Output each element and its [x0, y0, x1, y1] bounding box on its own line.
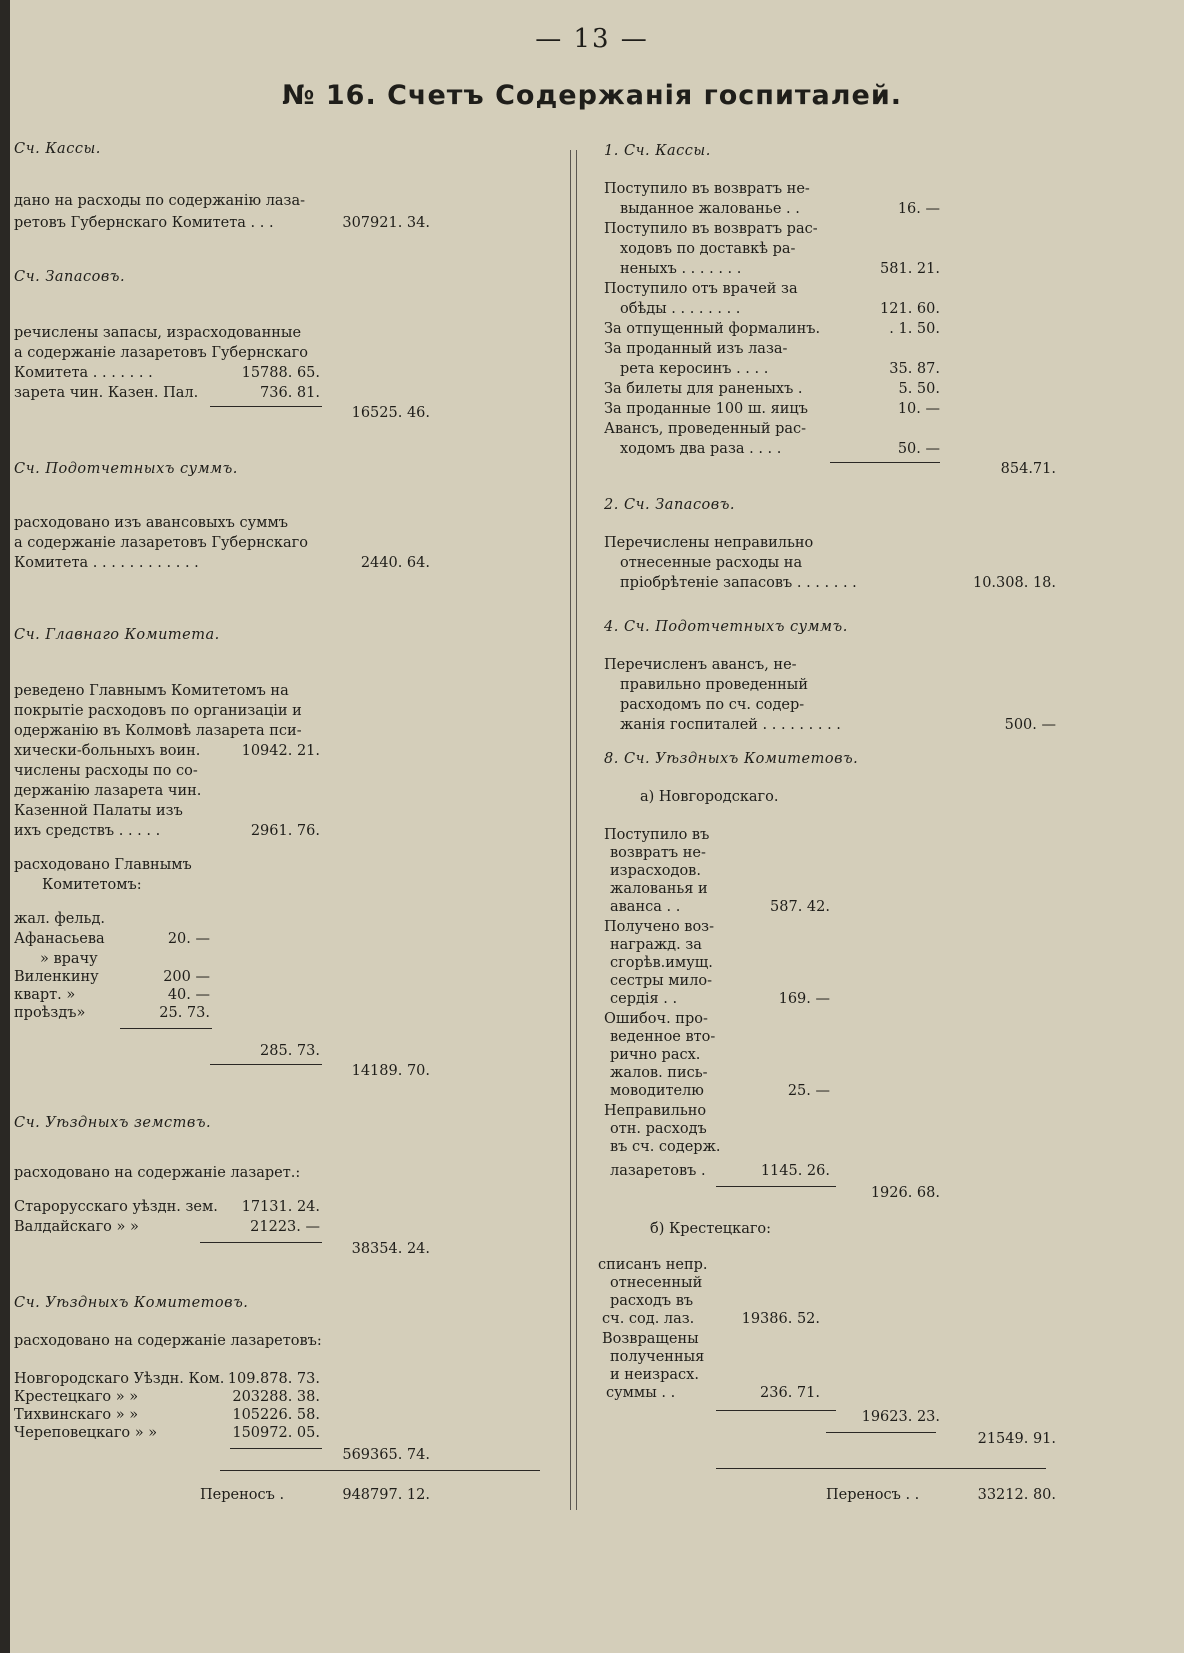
text-line: ихъ средствъ . . . . . — [14, 823, 161, 839]
text-line: хически-больныхъ воин. — [14, 743, 201, 759]
text-line: расходовано Главнымъ — [14, 857, 192, 873]
text-line: суммы . . — [606, 1385, 676, 1401]
text-line: веденное вто- — [610, 1029, 716, 1045]
text-line: ходомъ два раза . . . . — [620, 441, 782, 457]
amount: 200 — — [163, 969, 210, 985]
section-heading: Сч. Уѣздныхъ земствъ. — [14, 1115, 212, 1131]
subtotal-rule — [830, 462, 940, 463]
page-title: № 16. Счетъ Содержанія госпиталей. — [281, 80, 903, 111]
amount: 121. 60. — [880, 301, 940, 317]
text-line: рета керосинъ . . . . — [620, 361, 769, 377]
text-line: жалов. пись- — [610, 1065, 708, 1081]
carry-forward-amount: 33212. 80. — [977, 1487, 1056, 1503]
subtotal-rule — [716, 1410, 836, 1411]
text-line: Получено воз- — [604, 919, 714, 935]
amount: 105226. 58. — [232, 1407, 320, 1423]
text-line: возвратъ не- — [610, 845, 706, 861]
text-line: речислены запасы, израсходованные — [14, 325, 302, 341]
text-line: рично расх. — [610, 1047, 701, 1063]
text-line: Перечислены неправильно — [604, 535, 814, 551]
subtotal-amount: 285. 73. — [260, 1043, 320, 1059]
amount: 16. — — [897, 201, 940, 217]
text-line: расходовано на содержаніе лазарет.: — [14, 1165, 301, 1181]
text-line: Комитета . . . . . . . . . . . . — [14, 555, 199, 571]
text-line: За отпущенный формалинъ. — [604, 321, 821, 337]
text-line: Неправильно — [604, 1103, 707, 1119]
text-line: выданное жалованье . . — [620, 201, 800, 217]
text-line: сч. сод. лаз. — [602, 1311, 695, 1327]
section-heading: Сч. Запасовъ. — [14, 269, 126, 285]
text-line: Комитетомъ: — [42, 877, 142, 893]
total-amount: 569365. 74. — [342, 1447, 430, 1463]
text-line: Валдайскаго » » — [14, 1219, 139, 1235]
text-line: награжд. за — [610, 937, 702, 953]
amount: 17131. 24. — [241, 1199, 320, 1215]
text-line: обѣды . . . . . . . . — [620, 301, 741, 317]
text-line: Авансъ, проведенный рас- — [604, 421, 807, 437]
text-line: Старорусскаго уѣздн. зем. — [14, 1199, 218, 1215]
total-amount: 854.71. — [1000, 461, 1056, 477]
amount: 236. 71. — [760, 1385, 820, 1401]
text-line: Череповецкаго » » — [14, 1425, 158, 1441]
amount: 736. 81. — [260, 385, 320, 401]
amount: 1145. 26. — [760, 1163, 830, 1179]
text-line: дано на расходы по содержанію лаза- — [14, 193, 305, 209]
text-line: сестры мило- — [610, 973, 713, 989]
text-line: числены расходы по со- — [14, 763, 198, 779]
text-line: расходомъ по сч. содер- — [620, 697, 805, 713]
text-line: пріобрѣтеніе запасовъ . . . . . . . — [620, 575, 857, 591]
text-line: Возвращены — [602, 1331, 699, 1347]
amount: 19386. 52. — [741, 1311, 820, 1327]
column-divider — [576, 150, 577, 1510]
book-binding-edge — [0, 0, 10, 1653]
text-line: Виленкину — [14, 969, 99, 985]
text-line: жанія госпиталей . . . . . . . . . — [620, 717, 841, 733]
text-line: отнесенный — [610, 1275, 703, 1291]
amount: 35. 87. — [889, 361, 940, 377]
amount: 5. 50. — [898, 381, 940, 397]
text-line: Крестецкаго » » — [14, 1389, 139, 1405]
text-line: Тихвинскаго » » — [14, 1407, 139, 1423]
amount: 109.878. 73. — [227, 1371, 320, 1387]
amount: 500. — — [1004, 717, 1056, 733]
carry-forward-label: Переносъ . . — [826, 1487, 920, 1503]
carry-forward-label: Переносъ . — [200, 1487, 285, 1503]
page-number: — 13 — — [535, 24, 649, 54]
text-line: проѣздъ» — [14, 1005, 86, 1021]
text-line: Перечисленъ авансъ, не- — [604, 657, 797, 673]
text-line: списанъ непр. — [598, 1257, 708, 1273]
amount: 21223. — — [250, 1219, 320, 1235]
text-line: покрытіе расходовъ по организаціи и — [14, 703, 302, 719]
text-line: жал. фельд. — [14, 911, 105, 927]
carry-rule — [716, 1468, 1046, 1469]
text-line: За проданные 100 ш. яицъ — [604, 401, 808, 417]
subtotal-rule — [120, 1028, 212, 1029]
text-line: отн. расходъ — [610, 1121, 707, 1137]
text-line: а содержаніе лазаретовъ Губернскаго — [14, 535, 308, 551]
text-line: Поступило въ возвратъ рас- — [604, 221, 818, 237]
total-amount: 14189. 70. — [351, 1063, 430, 1079]
text-line: Афанасьева — [14, 931, 105, 947]
amount: 25. 73. — [159, 1005, 210, 1021]
section-heading: 1. Сч. Кассы. — [604, 143, 711, 159]
subtotal-amount: 1926. 68. — [870, 1185, 940, 1201]
text-line: Ошибоч. про- — [604, 1011, 708, 1027]
amount: 20. — — [167, 931, 210, 947]
amount: 581. 21. — [880, 261, 940, 277]
text-line: держанію лазарета чин. — [14, 783, 202, 799]
text-line: одержанію въ Колмовѣ лазарета пси- — [14, 723, 302, 739]
text-line: и неизрасх. — [610, 1367, 699, 1383]
subtotal-rule — [716, 1186, 836, 1187]
total-amount: 21549. 91. — [977, 1431, 1056, 1447]
amount: 169. — — [778, 991, 830, 1007]
text-line: лазаретовъ . — [610, 1163, 706, 1179]
amount: 10942. 21. — [241, 743, 320, 759]
section-heading: 8. Сч. Уѣздныхъ Комитетовъ. — [604, 751, 859, 767]
subtotal-rule — [826, 1432, 936, 1433]
text-line: За билеты для раненыхъ . — [604, 381, 803, 397]
text-line: расходовано изъ авансовыхъ суммъ — [14, 515, 288, 531]
text-line: ретовъ Губернскаго Комитета . . . — [14, 215, 274, 231]
text-line: аванса . . — [610, 899, 681, 915]
text-line: ходовъ по доставкѣ ра- — [620, 241, 796, 257]
carry-rule — [220, 1470, 540, 1471]
text-line: » врачу — [40, 951, 98, 967]
amount: 10. — — [897, 401, 940, 417]
subsection-heading: б) Крестецкаго: — [650, 1221, 772, 1237]
column-divider — [570, 150, 571, 1510]
text-line: Поступило въ возвратъ не- — [604, 181, 810, 197]
amount: . 1. 50. — [889, 321, 940, 337]
amount: 10.308. 18. — [972, 575, 1056, 591]
text-line: полученныя — [610, 1349, 705, 1365]
text-line: въ сч. содерж. — [610, 1139, 721, 1155]
amount: 2440. 64. — [360, 555, 430, 571]
text-line: За проданный изъ лаза- — [604, 341, 788, 357]
amount: 2961. 76. — [250, 823, 320, 839]
amount: 307921. 34. — [342, 215, 430, 231]
text-line: сгорѣв.имущ. — [610, 955, 713, 971]
text-line: зарета чин. Казен. Пал. — [14, 385, 199, 401]
amount: 587. 42. — [770, 899, 830, 915]
text-line: расходъ въ — [610, 1293, 694, 1309]
amount: 25. — — [787, 1083, 830, 1099]
text-line: расходовано на содержаніе лазаретовъ: — [14, 1333, 322, 1349]
text-line: моводителю — [610, 1083, 704, 1099]
text-line: а содержаніе лазаретовъ Губернскаго — [14, 345, 308, 361]
section-heading: 2. Сч. Запасовъ. — [604, 497, 736, 513]
text-line: жалованья и — [610, 881, 708, 897]
section-heading: Сч. Подотчетныхъ суммъ. — [14, 461, 238, 477]
text-line: отнесенные расходы на — [620, 555, 803, 571]
text-line: Поступило въ — [604, 827, 710, 843]
section-heading: Сч. Уѣздныхъ Комитетовъ. — [14, 1295, 249, 1311]
amount: 50. — — [897, 441, 940, 457]
amount: 40. — — [167, 987, 210, 1003]
section-heading: 4. Сч. Подотчетныхъ суммъ. — [604, 619, 848, 635]
text-line: Комитета . . . . . . . — [14, 365, 153, 381]
text-line: сердія . . — [610, 991, 678, 1007]
section-heading: Сч. Кассы. — [14, 141, 101, 157]
text-line: реведено Главнымъ Комитетомъ на — [14, 683, 289, 699]
total-amount: 16525. 46. — [351, 405, 430, 421]
text-line: правильно проведенный — [620, 677, 808, 693]
amount: 15788. 65. — [241, 365, 320, 381]
amount: 150972. 05. — [232, 1425, 320, 1441]
carry-forward-amount: 948797. 12. — [342, 1487, 430, 1503]
total-amount: 38354. 24. — [351, 1241, 430, 1257]
text-line: израсходов. — [610, 863, 701, 879]
text-line: Поступило отъ врачей за — [604, 281, 798, 297]
text-line: Новгородскаго Уѣздн. Ком. — [14, 1371, 225, 1387]
text-line: неныхъ . . . . . . . — [620, 261, 742, 277]
subsection-heading: а) Новгородскаго. — [640, 789, 779, 805]
amount: 203288. 38. — [232, 1389, 320, 1405]
section-heading: Сч. Главнаго Комитета. — [14, 627, 220, 643]
subtotal-amount: 19623. 23. — [861, 1409, 940, 1425]
text-line: Казенной Палаты изъ — [14, 803, 183, 819]
text-line: кварт. » — [14, 987, 76, 1003]
